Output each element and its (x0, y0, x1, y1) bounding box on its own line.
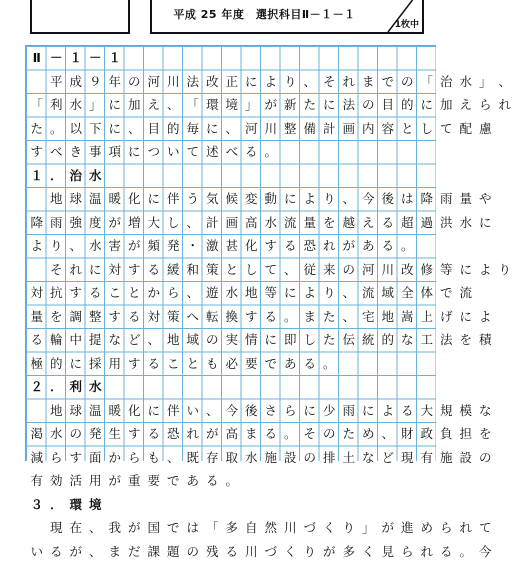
header-title: 平成 25 年度 選択科目Ⅱ－１－１ (173, 8, 356, 21)
header-left-box (30, 0, 130, 34)
page-count-label: 1枚中 (394, 20, 419, 30)
manuscript-grid: Ⅱ － １ － １ 平 成 ９ 年 の 河 川 法 改 正 に よ り 、 そ れ ま で の 「 治 水 」 、 「 利 水 」 に 加 え 、 「 環 境 」 が 新 た に 法 の 目 的 に 加 え ら れ た 。 以 下 に 、 目 的 毎 に 、 河 川 整 備 計 画 内 容 と し て 配 慮 す べ き 事 項 に つ い て 述 べ る 。 １ ． 治 水 地 球 温 暖 化 に 伴 う 気 候 変 動 に よ り 、 今 後 は 降 雨 量 や 降 雨 強 度 が 増 大 し 、 計 画 高 水 流 量 を 越 え る 超 過 洪 水 に よ り 、 水 害 が 頻 発 ・ 激 甚 化 す る 恐 れ が あ る 。 そ れ に 対 す る 緩 和 策 と し て 、 従 来 の 河 川 改 修 等 に よ り 対 抗 す る こ と か ら 、 遊 水 地 等 に よ り 、 流 域 全 体 で 流 量 を 調 整 す る 対 策 へ 転 換 す る 。 ま た 、 宅 地 嵩 上 げ に よ る 輪 中 提 な ど 、 地 域 の 実 情 に 即 し た 伝 統 的 な 工 法 を 積 極 的 に 採 用 す る こ と も 必 要 で あ る 。 ２ ． 利 水 地 球 温 暖 化 に 伴 い 、 今 後 さ ら に 少 雨 に よ る 大 規 模 な 渇 水 の 発 生 す る 恐 れ が 高 ま る 。 そ の た め 、 財 政 負 担 を 減 ら す 面 か ら も 、 既 存 取 水 施 設 の 排 土 な ど 現 有 施 設 の 有 効 活 用 が 重 要 で あ る 。 ３ ． 環 境 現 在 、 我 が 国 で は 「 多 自 然 川 づ く り 」 が 進 め ら れ て い る が 、 ま だ 課 題 の 残 る 川 づ く り が 多 く 見 ら れ る 。 今 (25, 45, 436, 461)
header-box (150, 0, 424, 34)
